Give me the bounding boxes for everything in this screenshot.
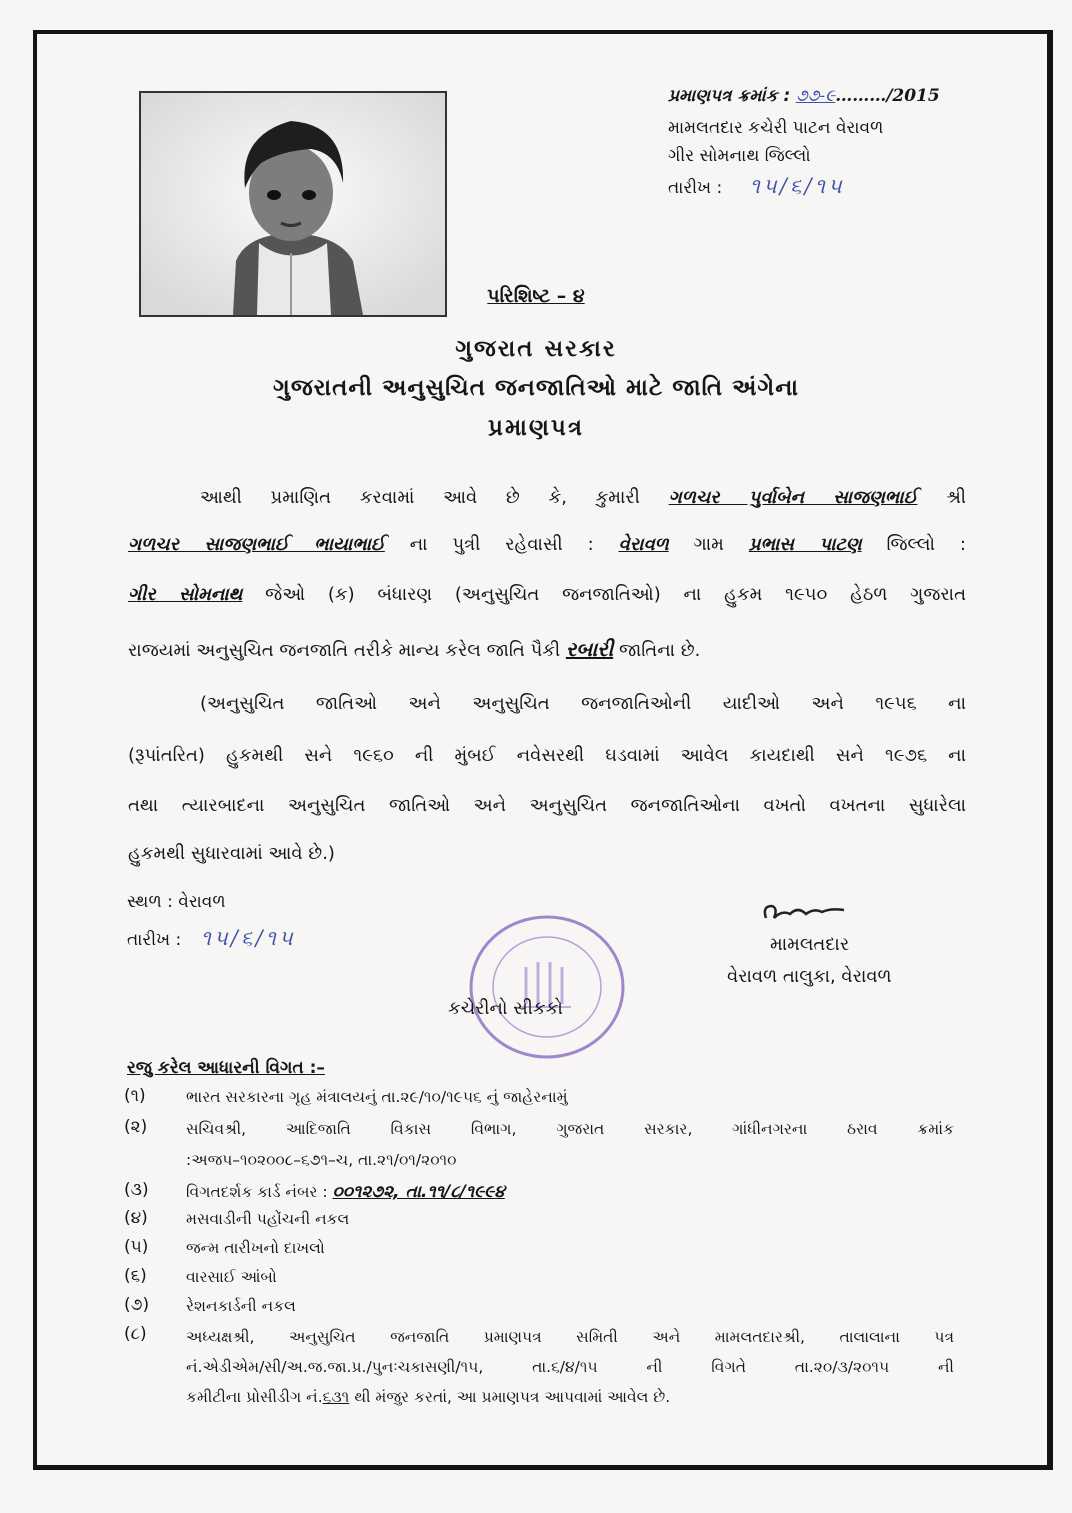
para1-line4: રાજયમાં અનુસુચિત જનજાતિ તરીકે માન્ય કરેલ જાતિ પૈકી રબારી જાતિના છે. [128,637,701,661]
para1-line2: ગળચર સાજણભાઈ ભાયાભાઈ ના પુત્રી રહેવાસી : વેરાવળ ગામ પ્રભાસ પાટણ જિલ્લો : [128,534,966,555]
title-line2: ગુજરાતની અનુસુચિત જનજાતિઓ માટે જાતિ અંગેના [273,375,799,401]
para2-line4: હુકમથી સુધારવામાં આવે છે.) [128,843,335,864]
para2-line1: (અનુસુચિત જાતિઓ અને અનુસુચિત જનજાતિઓની યાદીઓ અને ૧૯૫૬ ના [200,693,966,714]
para1-line1: આથી પ્રમાણિત કરવામાં આવે છે કે, કુમારી ગળચર પુર્વાબેન સાજણભાઈ શ્રી [200,487,967,508]
doc-num: (૫) [124,1237,149,1257]
header-date: તારીખ : ૧૫/૬/૧૫ [668,174,845,198]
officer-office: વેરાવળ તાલુકા, વેરાવળ [727,966,892,987]
doc-item-4: મસવાડીની પહોંચની નકલ [186,1210,350,1228]
taluka-name: પ્રભાસ પાટણ [748,534,862,555]
doc-item-3: વિગતદર્શક કાર્ડ નંબર : ૦૦૧૨૭૨, તા.૧૧/૮/૧૯૯૪ [186,1182,505,1202]
district-name: ગીર સોમનાથ [128,584,243,605]
id-card-number: ૦૦૧૨૭૨, તા.૧૧/૮/૧૯૯૪ [332,1182,505,1202]
title-line3: પ્રમાણપત્ર [488,415,584,441]
title-line1: ગુજરાત સરકાર [455,336,617,362]
doc-num: (૩) [124,1180,149,1200]
doc-item-7: રેશનકાર્ડની નકલ [186,1297,296,1315]
village-name: વેરાવળ [618,534,669,555]
footer-date-value: ૧૫/૬/૧૫ [200,926,296,950]
proceeding-number: ૬૩૧ [322,1388,350,1406]
doc-item-1: ભારત સરકારના ગૃહ મંત્રાલયનું તા.૨૯/૧૦/૧૯૫૬ નું જાહેરનામું [186,1088,568,1106]
doc-num: (૨) [124,1117,148,1137]
doc-num: (૭) [124,1295,150,1315]
doc-num: (૬) [124,1266,147,1286]
doc-item-2-line2: :અજપ–૧૦૨૦૦૮–૬૭૧–ચ, તા.૨૧/૦૧/૨૦૧૦ [186,1151,457,1169]
applicant-name: ગળચર પુર્વાબેન સાજણભાઈ [668,487,918,508]
doc-num: (૮) [124,1324,147,1344]
annex-heading: પરિશિષ્ટ – ૪ [487,285,585,307]
doc-item-5: જન્મ તારીખનો દાખલો [186,1239,325,1257]
office-seal [466,912,628,1062]
place-label: સ્થળ : વેરાવળ [127,892,226,912]
doc-num: (૧) [124,1086,146,1106]
father-name: ગળચર સાજણભાઈ ભાયાભાઈ [128,534,385,555]
child-photo [139,91,447,317]
doc-item-2: સચિવશ્રી, આદિજાતિ વિકાસ વિભાગ, ગુજરાત સરકાર, ગાંધીનગરના ઠરાવ ક્રમાંક [186,1120,954,1138]
certificate-number: પ્રમાણપત્ર ક્રમાંક : ૭૭-૯………/2015 [668,86,940,106]
para1-line3: ગીર સોમનાથ જેઓ (ક) બંધારણ (અનુસુચિત જનજાતિઓ) ના હુકમ ૧૯૫૦ હેઠળ ગુજરાત [128,584,966,605]
footer-date: તારીખ : ૧૫/૬/૧૫ [127,926,296,950]
office-line2: ગીર સોમનાથ જિલ્લો [668,146,811,166]
doc-item-8: અધ્યક્ષશ્રી, અનુસુચિત જનજાતિ પ્રમાણપત્ર સમિતી અને મામલતદારશ્રી, તાલાલાના પત્ર [186,1328,954,1346]
caste-name: રબારી [565,637,614,661]
para2-line2: (રૂપાંતરિત) હુકમથી સને ૧૯૬૦ ની મુંબઈ નવેસરથી ઘડવામાં આવેલ કાયદાથી સને ૧૯૭૬ ના [128,745,966,766]
seal-label: કચેરીનો સીકકો [448,998,563,1019]
officer-title: મામલતદાર [770,934,850,955]
doc-num: (૪) [124,1208,148,1228]
certificate-number-value: ૭૭-૯ [795,86,836,106]
office-line1: મામલતદાર કચેરી પાટન વેરાવળ [668,118,884,138]
doc-item-8-line2: નં.એડીએમ/સી/અ.જ.જા.પ્ર./પુનઃચકાસણી/૧૫, તા.૬/૪/૧૫ ની વિગતે તા.૨૦/૩/૨૦૧૫ ની [186,1358,954,1376]
header-date-value: ૧૫/૬/૧૫ [749,174,845,198]
documents-title: રજુ કરેલ આધારની વિગત :– [127,1058,325,1078]
para2-line3: તથા ત્યારબાદના અનુસુચિત જાતિઓ અને અનુસુચિત જનજાતિઓના વખતો વખતના સુધારેલા [128,795,966,816]
officer-signature [760,900,850,934]
doc-item-8-line3: કમીટીના પ્રોસીડીગ નં.૬૩૧ થી મંજુર કરતાં, આ પ્રમાણપત્ર આપવામાં આવેલ છે. [186,1388,671,1406]
doc-item-6: વારસાઈ આંબો [186,1268,277,1286]
